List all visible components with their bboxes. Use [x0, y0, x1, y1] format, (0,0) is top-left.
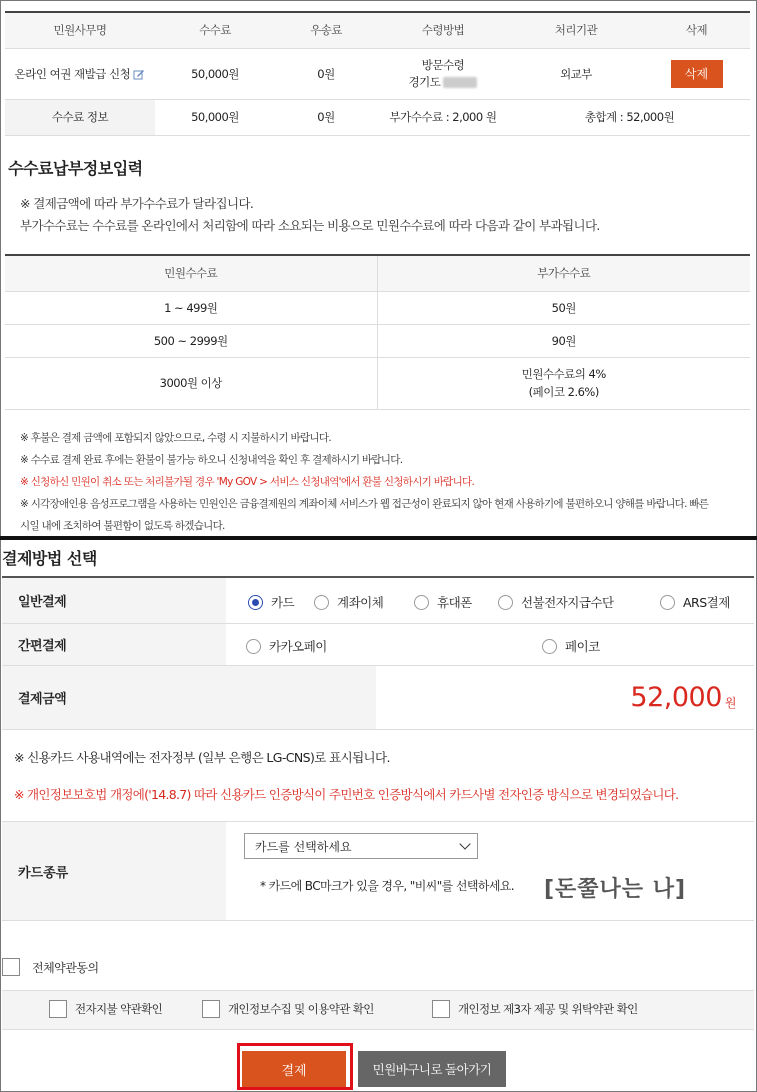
- simple-payment-label: 간편결제: [2, 624, 226, 665]
- table-cell: 1 ~ 499원: [5, 291, 377, 324]
- fee-table-header: [5, 12, 750, 48]
- fee-cell: 50,000원: [155, 48, 275, 99]
- fee-info-label: 수수료 정보: [5, 99, 155, 135]
- card-notice: ※ 신용카드 사용내역에는 전자정부 (일부 은행은 LG-CNS)로 표시됩니다.: [14, 750, 390, 765]
- notice-item: ※ 후불은 결제 금액에 포함되지 않았으므로, 수령 시 지불하시기 바랍니다.: [20, 432, 331, 444]
- surcharge-header: [5, 255, 750, 291]
- agree-thirdparty-checkbox[interactable]: 개인정보 제3자 제공 및 위탁약관 확인: [432, 1000, 638, 1018]
- service-name-cell: [5, 48, 155, 99]
- notice-list: [20, 427, 745, 537]
- watermark-text: [돈쭐나는 나]: [544, 877, 687, 902]
- checkbox-icon[interactable]: [432, 1000, 450, 1018]
- card-select[interactable]: 카드를 선택하세요: [244, 833, 478, 859]
- postage-cell: 0원: [275, 48, 377, 99]
- payment-method-box: [2, 576, 754, 713]
- card-tip: * 카드에 BC마크가 있을 경우, "비씨"를 선택하세요.: [260, 879, 515, 893]
- card-type-box: [2, 821, 754, 921]
- radio-card[interactable]: 카드: [248, 593, 294, 611]
- back-to-basket-button[interactable]: 민원바구니로 돌아가기: [358, 1051, 506, 1087]
- radio-ars[interactable]: ARS결제: [660, 593, 730, 611]
- notice-item: 시일 내에 조치하여 불편함이 없도록 하겠습니다.: [20, 520, 225, 532]
- amount-label: 결제금액: [2, 666, 376, 729]
- radio-icon[interactable]: [660, 595, 675, 610]
- col-header: 처리기관: [509, 12, 643, 48]
- fee-info-extra: 부가수수료 : 2,000 원: [377, 99, 509, 135]
- edit-icon[interactable]: [133, 68, 145, 80]
- receive-method: 방문수령: [421, 57, 465, 72]
- general-payment-row: [2, 578, 754, 624]
- col-header: 삭제: [643, 12, 750, 48]
- receive-region: 경기도: [377, 74, 509, 91]
- checkbox-icon[interactable]: [2, 958, 20, 976]
- checkbox-icon[interactable]: [49, 1000, 67, 1018]
- radio-kakaopay[interactable]: 카카오페이: [246, 637, 327, 655]
- amount-row: [2, 666, 754, 730]
- section-title-fee: 수수료납부정보입력: [8, 159, 143, 178]
- fee-info-postage: 0원: [275, 99, 377, 135]
- agree-privacy-checkbox[interactable]: 개인정보수집 및 이용약관 확인: [202, 1000, 374, 1018]
- fee-info-total: 총합계 : 52,000원: [509, 99, 750, 135]
- chevron-down-icon: [459, 838, 470, 849]
- table-row: [5, 291, 750, 324]
- card-notice-red: ※ 개인정보보호법 개정에('14.8.7) 따라 신용카드 인증방식이 주민번호 인증방식에서 카드사별 전자인증 방식으로 변경되었습니다.: [14, 787, 679, 802]
- section-title-payment: 결제방법 선택: [2, 549, 97, 568]
- radio-prepaid[interactable]: 선불전자지급수단: [498, 593, 614, 611]
- radio-icon[interactable]: [414, 595, 429, 610]
- agreement-box: [2, 990, 754, 1030]
- divider: [0, 536, 757, 540]
- radio-icon[interactable]: [314, 595, 329, 610]
- radio-checked-icon[interactable]: [248, 595, 263, 610]
- col-header: 수수료: [155, 12, 275, 48]
- general-payment-label: 일반결제: [2, 578, 226, 623]
- pay-button[interactable]: 결제: [242, 1051, 346, 1087]
- agency-cell: 외교부: [509, 48, 643, 99]
- agree-all-checkbox[interactable]: 전체약관동의: [2, 958, 99, 976]
- table-cell: 50원: [377, 291, 750, 324]
- table-row: [5, 324, 750, 357]
- notice-item-refund: ※ 신청하신 민원이 취소 또는 처리불가될 경우 'My GOV > 서비스 신청내역'에서 환불 신청하시기 바랍니다.: [20, 476, 475, 488]
- radio-mobile[interactable]: 휴대폰: [414, 593, 472, 611]
- table-cell: 3000원 이상: [5, 357, 377, 409]
- notice-item: ※ 수수료 결제 완료 후에는 환불이 불가능 하오니 신청내역을 확인 후 결제하시기 바랍니다.: [20, 454, 403, 466]
- col-header: 부가수수료: [377, 255, 750, 291]
- card-type-label: 카드종류: [2, 822, 226, 920]
- simple-payment-row: [2, 624, 754, 666]
- fee-table: [5, 11, 750, 136]
- fee-notes: [20, 193, 600, 237]
- amount-value: 52,000 원: [630, 682, 736, 713]
- delete-button[interactable]: 삭제: [671, 60, 723, 88]
- radio-icon[interactable]: [542, 639, 557, 654]
- col-header: 수령방법: [377, 12, 509, 48]
- radio-icon[interactable]: [246, 639, 261, 654]
- agree-epay-checkbox[interactable]: 전자지불 약관확인: [49, 1000, 162, 1018]
- blurred-address: [443, 77, 477, 88]
- fee-info-row: [5, 99, 750, 135]
- surcharge-rate-payco: (페이코 2.6%): [528, 385, 599, 399]
- radio-bank-transfer[interactable]: 계좌이체: [314, 593, 383, 611]
- table-cell: [377, 357, 750, 409]
- delete-cell: [643, 48, 750, 99]
- col-header: 우송료: [275, 12, 377, 48]
- surcharge-rate: 민원수수료의 4%: [521, 367, 606, 381]
- fee-note: ※ 결제금액에 따라 부가수수료가 달라집니다.: [20, 196, 254, 211]
- service-name: 온라인 여권 재발급 신청: [14, 66, 131, 81]
- table-cell: 90원: [377, 324, 750, 357]
- surcharge-table: [5, 254, 750, 410]
- notice-item: ※ 시각장애인용 음성프로그램을 사용하는 민원인은 금융결제원의 계좌이체 서비스가 웹 접근성이 완료되지 않아 현재 사용하기에 불편하오니 양해를 바랍니다. 빠른: [20, 498, 709, 510]
- table-cell: 500 ~ 2999원: [5, 324, 377, 357]
- receive-method-cell: [377, 48, 509, 99]
- radio-payco[interactable]: 페이코: [542, 637, 600, 655]
- col-header: 민원사무명: [5, 12, 155, 48]
- fee-note: 부가수수료는 수수료를 온라인에서 처리함에 따라 소요되는 비용으로 민원수수료에 따라 다음과 같이 부과됩니다.: [20, 218, 600, 233]
- fee-info-fee: 50,000원: [155, 99, 275, 135]
- col-header: 민원수수료: [5, 255, 377, 291]
- table-row: [5, 357, 750, 409]
- table-row: [5, 48, 750, 99]
- radio-icon[interactable]: [498, 595, 513, 610]
- checkbox-icon[interactable]: [202, 1000, 220, 1018]
